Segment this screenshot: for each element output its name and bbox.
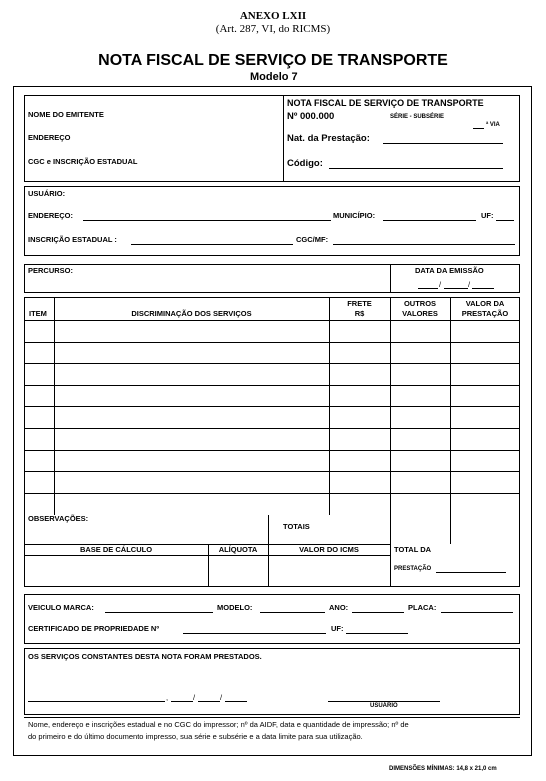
header-item: ITEM	[29, 309, 47, 318]
copy-number-line[interactable]	[473, 128, 484, 129]
table-row[interactable]	[24, 428, 520, 429]
annex-title: ANEXO LXII	[239, 10, 307, 22]
vehicle-state-field[interactable]	[346, 633, 408, 634]
user-section	[24, 186, 520, 256]
route-label: PERCURSO:	[28, 266, 74, 275]
table-column-line	[390, 297, 391, 587]
minimum-dimensions-note: DIMENSÕES MÍNIMAS: 14,8 x 21,0 cm	[389, 766, 497, 772]
header-service: PRESTAÇÃO	[461, 309, 509, 318]
user-cgc-label: CGC/MF:	[296, 235, 329, 244]
tax-rate-label: ALÍQUOTA	[218, 545, 258, 554]
invoice-number: Nº 000.000	[287, 111, 335, 122]
issue-day-field[interactable]	[418, 288, 438, 289]
footer-divider	[24, 717, 520, 718]
code-label: Código:	[287, 158, 323, 169]
issue-year-field[interactable]	[472, 288, 494, 289]
user-cgc-field[interactable]	[333, 244, 515, 245]
receipt-comma: ,	[166, 693, 169, 702]
header-other-values: VALORES	[402, 309, 438, 318]
table-row[interactable]	[24, 363, 520, 364]
vehicle-brand-label: VEICULO MARCA:	[28, 603, 94, 612]
route-divider	[390, 264, 391, 293]
issuer-cgc-label: CGC e INSCRIÇÃO ESTADUAL	[28, 157, 138, 166]
vehicle-model-field[interactable]	[260, 612, 325, 613]
user-state-reg-field[interactable]	[131, 244, 293, 245]
issue-month-field[interactable]	[444, 288, 468, 289]
user-city-field[interactable]	[383, 220, 476, 221]
user-city-label: MUNICÍPIO:	[333, 211, 376, 220]
table-row[interactable]	[24, 385, 520, 386]
receipt-day-field[interactable]	[171, 701, 193, 702]
receipt-year-field[interactable]	[225, 701, 247, 702]
user-label: USUÁRIO:	[28, 189, 66, 198]
total-service-label: TOTAL DA	[394, 545, 432, 554]
user-state-label: UF:	[481, 211, 494, 220]
date-slash: /	[468, 280, 471, 289]
observations-label: OBSERVAÇÕES:	[28, 514, 89, 523]
nature-label: Nat. da Prestação:	[287, 133, 370, 144]
nature-field[interactable]	[383, 143, 503, 144]
form-title: NOTA FISCAL DE SERVIÇO DE TRANSPORTE	[98, 52, 448, 69]
code-field[interactable]	[329, 168, 503, 169]
header-freight: FRETE	[347, 299, 372, 308]
user-state-field[interactable]	[496, 220, 514, 221]
tax-header-bottom-line	[24, 555, 390, 556]
issuer-name-label: NOME DO EMITENTE	[28, 110, 104, 119]
user-address-label: ENDEREÇO:	[28, 211, 74, 220]
vehicle-state-label: UF:	[331, 624, 344, 633]
vehicle-year-label: ANO:	[329, 603, 349, 612]
table-column-line	[450, 297, 451, 544]
header-value: VALOR DA	[465, 299, 505, 308]
totals-label: TOTAIS	[283, 522, 310, 531]
service-label: PRESTAÇÃO	[394, 566, 432, 572]
vehicle-plate-label: PLACA:	[408, 603, 437, 612]
footer-note-line1: Nome, endereço e inscrições estadual e no CGC do impressor; nº da AIDF, data e quantidade de impressão; nº de	[28, 720, 409, 729]
copy-label: ª VIA	[486, 122, 500, 128]
table-row[interactable]	[24, 320, 520, 321]
series-label: SÉRIE - SUBSÉRIE	[390, 114, 445, 120]
issue-date-label: DATA DA EMISSÃO	[415, 266, 484, 275]
receipt-place-field[interactable]	[28, 701, 165, 702]
table-row[interactable]	[24, 406, 520, 407]
vehicle-section	[24, 594, 520, 644]
table-row[interactable]	[24, 471, 520, 472]
vehicle-plate-field[interactable]	[441, 612, 513, 613]
user-address-field[interactable]	[83, 220, 331, 221]
vehicle-year-field[interactable]	[352, 612, 404, 613]
issuer-divider	[283, 95, 284, 182]
total-service-field[interactable]	[436, 572, 506, 573]
receipt-slash: /	[193, 693, 196, 702]
tax-base-label: BASE DE CÁLCULO	[79, 545, 153, 554]
date-slash: /	[439, 280, 442, 289]
tax-icms-label: VALOR DO ICMS	[299, 545, 359, 554]
header-other: OUTROS	[403, 299, 437, 308]
vehicle-model-label: MODELO:	[217, 603, 253, 612]
issuer-address-label: ENDEREÇO	[28, 133, 71, 142]
header-description: DISCRIMINAÇÃO DOS SERVIÇOS	[131, 309, 252, 318]
receipt-slash: /	[220, 693, 223, 702]
receipt-month-field[interactable]	[198, 701, 220, 702]
user-state-reg-label: INSCRIÇÃO ESTADUAL :	[28, 235, 117, 244]
user-signature-label: USUÁRIO	[370, 703, 398, 709]
invoice-box-title: NOTA FISCAL DE SERVIÇO DE TRANSPORTE	[287, 98, 484, 108]
user-signature-field[interactable]	[328, 701, 440, 702]
form-model: Modelo 7	[250, 71, 298, 83]
vehicle-brand-field[interactable]	[105, 612, 213, 613]
table-row[interactable]	[24, 450, 520, 451]
table-row[interactable]	[24, 342, 520, 343]
vehicle-cert-field[interactable]	[183, 633, 326, 634]
receipt-statement: OS SERVIÇOS CONSTANTES DESTA NOTA FORAM PRESTADOS.	[28, 652, 262, 661]
table-row[interactable]	[24, 493, 520, 494]
header-freight-currency: R$	[354, 309, 365, 318]
annex-subtitle: (Art. 287, VI, do RICMS)	[215, 23, 331, 35]
footer-note-line2: do primeiro e do último documento impresso, sua série e subsérie e a data limite para sua utilização.	[28, 732, 363, 741]
vehicle-cert-label: CERTIFICADO DE PROPRIEDADE Nº	[28, 624, 160, 633]
